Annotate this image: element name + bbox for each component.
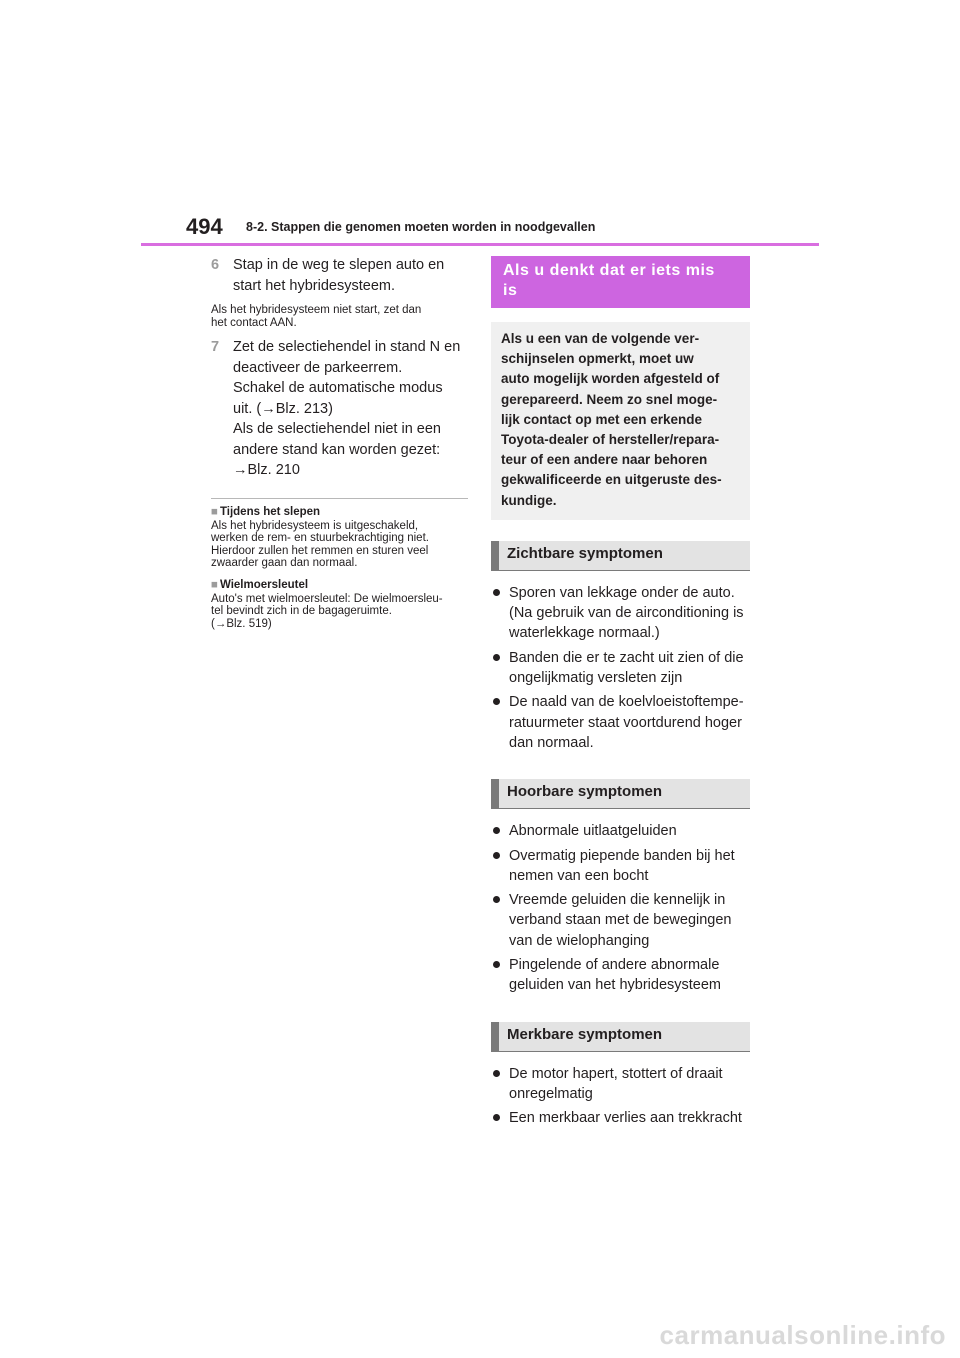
wheel-lock-line: tel bevindt zich in de bagageruimte.	[211, 605, 392, 617]
intro-line: Als u een van de volgende ver-	[501, 331, 700, 346]
intro-line: schijnselen opmerkt, moet uw	[501, 351, 694, 367]
bullet-icon	[493, 852, 500, 859]
step-6	[211, 255, 468, 296]
item-line: Een merkbaar verlies aan trekkracht	[509, 1110, 742, 1127]
item-line: nemen van een bocht	[509, 867, 649, 884]
towing-line: zwaarder gaan dan normaal.	[211, 557, 358, 569]
towing-line: Als het hybridesysteem is uitgeschakeld,	[211, 519, 419, 532]
item-line: Overmatig piepende banden bij het	[509, 847, 735, 864]
banner-line: Als u denkt dat er iets mis	[503, 262, 715, 279]
visible-symptoms-heading: Zichtbare symptomen	[491, 541, 750, 571]
intro-line: Toyota-dealer of hersteller/repara-	[501, 432, 720, 448]
list-item	[491, 648, 750, 689]
visible-symptoms-list	[491, 583, 750, 753]
page-ref-519[interactable]: (→Blz. 519)	[211, 617, 272, 630]
item-line: (Na gebruik van de airconditioning is	[509, 605, 744, 622]
chapter-title: 8-2. Stappen die genomen moeten worden in noodgevallen	[246, 220, 596, 234]
item-line: onregelmatig	[509, 1085, 593, 1102]
towing-line: werken de rem- en stuurbekrachtiging niet.	[211, 532, 429, 544]
towing-title: Tijdens het slepen	[219, 505, 321, 518]
wheel-lock-title: Wielmoersleutel	[219, 578, 309, 591]
step-7-line: Schakel de automatische modus	[233, 380, 443, 396]
step-7-line: deactiveer de parkeerrem.	[233, 359, 403, 376]
item-line: waterlekkage normaal.)	[509, 625, 660, 642]
step-number: 6	[211, 257, 220, 273]
right-column	[491, 256, 750, 1128]
item-line: Vreemde geluiden die kennelijk in	[509, 892, 726, 909]
bullet-icon	[493, 1070, 500, 1077]
intro-line: gerepareerd. Neem zo snel moge-	[501, 391, 718, 407]
item-line: verband staan met de bewegingen	[509, 912, 732, 929]
section-banner	[491, 256, 750, 308]
towing-line: Hierdoor zullen het remmen en sturen veel	[211, 544, 429, 557]
bullet-icon	[493, 589, 500, 596]
noticeable-symptoms-heading: Merkbare symptomen	[491, 1022, 750, 1052]
bullet-icon	[493, 896, 500, 903]
banner-line: is	[503, 282, 518, 299]
list-item	[491, 821, 750, 841]
wheel-lock-heading	[211, 579, 468, 591]
wheel-lock-text	[211, 593, 468, 631]
step-7-line: Als de selectiehendel niet in een	[233, 421, 441, 437]
audible-symptoms-list	[491, 821, 750, 995]
step-6-line: Stap in de weg te slepen auto en	[233, 257, 445, 273]
bullet-icon	[493, 1114, 500, 1121]
bullet-icon	[493, 827, 500, 834]
left-column	[211, 255, 468, 630]
intro-line: teur of een andere naar behoren	[501, 452, 708, 468]
list-item	[491, 890, 750, 951]
list-item	[491, 1064, 750, 1105]
item-line: De naald van de koelvloeistoftempe-	[509, 694, 744, 711]
intro-line: gekwalificeerde en uitgeruste des-	[501, 472, 722, 488]
page-ref-210[interactable]: →Blz. 210	[233, 462, 300, 478]
item-line: De motor hapert, stottert of draait	[509, 1065, 723, 1082]
step-number: 7	[211, 339, 220, 355]
list-item	[491, 955, 750, 996]
page-ref-213[interactable]: uit. (→Blz. 213)	[233, 400, 333, 417]
bullet-icon	[493, 654, 500, 661]
step-6-line: start het hybridesysteem.	[233, 277, 395, 294]
item-line: Abnormale uitlaatgeluiden	[509, 823, 677, 840]
square-bullet-icon: ■	[211, 505, 218, 518]
page-number: 494	[186, 214, 223, 239]
intro-line: auto mogelijk worden afgesteld of	[501, 371, 720, 387]
bullet-icon	[493, 961, 500, 968]
step-7-line: andere stand kan worden gezet:	[233, 441, 441, 458]
item-line: Pingelende of andere abnormale	[509, 956, 720, 973]
square-bullet-icon: ■	[211, 578, 218, 591]
list-item	[491, 692, 750, 753]
note-line: Als het hybridesysteem niet start, zet dan	[211, 304, 422, 316]
list-item	[491, 583, 750, 644]
intro-box	[491, 322, 750, 520]
step-7	[211, 337, 468, 481]
audible-symptoms-heading: Hoorbare symptomen	[491, 779, 750, 809]
towing-heading	[211, 506, 468, 518]
wheel-lock-line: Auto's met wielmoersleutel: De wielmoersleu-	[211, 592, 443, 605]
item-line: Sporen van lekkage onder de auto.	[509, 584, 735, 601]
item-line: dan normaal.	[509, 734, 594, 751]
item-line: van de wielophanging	[509, 932, 650, 949]
item-line: ongelijkmatig versleten zijn	[509, 670, 683, 687]
watermark: carmanualsonline.info	[659, 1320, 946, 1350]
towing-text	[211, 520, 468, 570]
noticeable-symptoms-list	[491, 1064, 750, 1129]
list-item	[491, 1108, 750, 1128]
header-rule	[141, 243, 819, 246]
list-item	[491, 846, 750, 887]
bullet-icon	[493, 698, 500, 705]
section-divider	[211, 498, 468, 499]
intro-line: lijk contact op met een erkende	[501, 411, 703, 427]
item-line: Banden die er te zacht uit zien of die	[509, 649, 744, 666]
intro-line: kundige.	[501, 492, 557, 508]
note-line: het contact AAN.	[211, 316, 297, 329]
step-7-line: Zet de selectiehendel in stand N en	[233, 339, 461, 355]
step-6-note	[211, 304, 468, 329]
item-line: ratuurmeter staat voortdurend hoger	[509, 714, 742, 731]
item-line: geluiden van het hybridesysteem	[509, 977, 721, 994]
